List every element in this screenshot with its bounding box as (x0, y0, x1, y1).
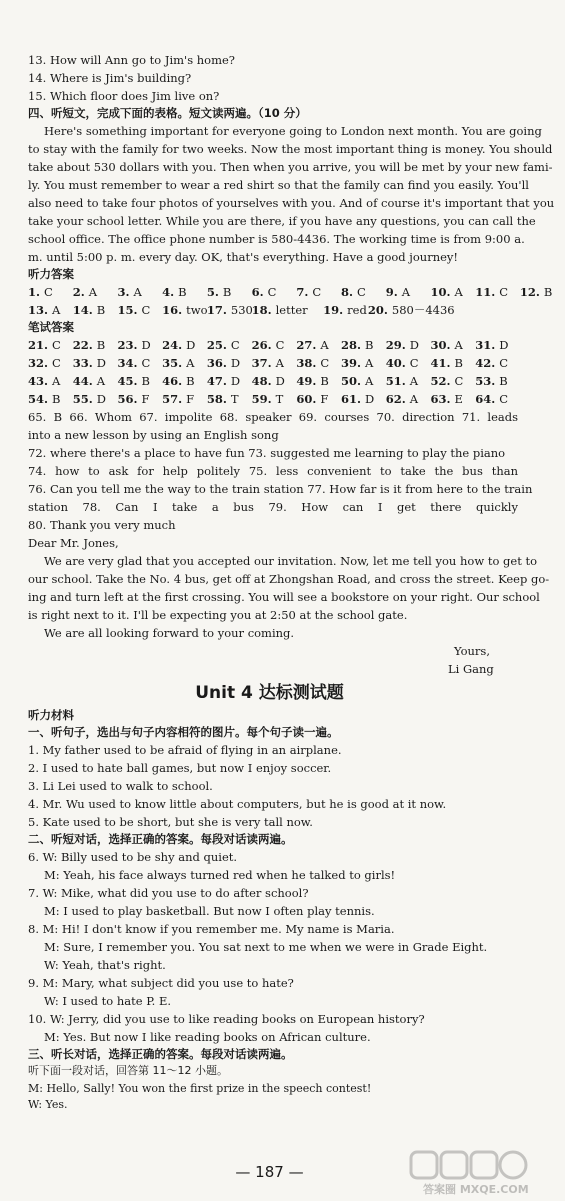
letter-yours: Yours, (454, 644, 490, 658)
letter-greeting: Dear Mr. Jones, (28, 536, 119, 550)
answer-item: 63. E (430, 392, 463, 406)
dialogue-line: 9. M: Mary, what subject did you use to hate? (28, 976, 294, 990)
letter-line: our school. Take the No. 4 bus, get off at Zhongshan Road, and cross the street. Keep go- (28, 572, 550, 586)
dialogue-line: M: I used to play basketball. But now I often play tennis. (44, 904, 375, 918)
answer-item: 51. A (385, 374, 419, 388)
sentence-item: 2. I used to hate ball games, but now I enjoy soccer. (28, 761, 332, 775)
section-2-heading: 二、听短对话，选择正确的答案。每段对话读两遍。 (28, 832, 293, 846)
dialogue-line: W: Yes. (28, 1098, 68, 1111)
answer-item: 62. A (385, 392, 419, 406)
answer-item: 21. C (28, 338, 61, 352)
section-1-heading: 一、听句子，选出与句子内容相符的图片。每个句子读一遍。 (28, 725, 339, 739)
answer-item: 25. C (206, 338, 240, 352)
sentence-item: 3. Li Lei used to walk to school. (28, 779, 213, 793)
answer-item: 54. B (28, 392, 61, 406)
answer-row (28, 391, 520, 408)
listening-answers-heading: 听力答案 (28, 267, 74, 281)
dialogue-line: M: Yes. But now I like reading books on African culture. (44, 1030, 371, 1044)
dialogue-line: 10. W: Jerry, did you use to like reading books on European history? (28, 1012, 425, 1026)
watermark-logo (409, 1148, 529, 1196)
answer-item: 18. letter (251, 303, 308, 317)
answer-item: 33. D (72, 356, 106, 370)
answer-item: 38. C (296, 356, 330, 370)
answer-item: 5. B (206, 285, 232, 299)
dialogue-line: 6. W: Billy used to be shy and quiet. (28, 850, 238, 864)
passage-line: take your school letter. While you are there, if you have any questions, you can call the (28, 214, 536, 228)
dialogue-line: M: Yeah, his face always turned red when he talked to girls! (44, 868, 396, 882)
passage-line: ly. You must remember to wear a red shirt so that the family can find you easily. You'll (28, 178, 529, 192)
letter-line: is right next to it. I'll be expecting you at 2:50 at the school gate. (28, 608, 408, 622)
answer-item: 52. C (430, 374, 464, 388)
section-3-heading: 三、听长对话，选择正确的答案。每段对话读两遍。 (28, 1047, 293, 1061)
answer-item: 32. C (28, 356, 61, 370)
answer-item: 10. A (430, 285, 463, 299)
letter-closing-line: We are all looking forward to your coming. (44, 626, 295, 640)
answer-item: 13. A (28, 303, 61, 317)
answer-row (28, 355, 520, 372)
question-15: 15. Which floor does Jim live on? (28, 89, 220, 103)
answer-item: 47. D (206, 374, 241, 388)
answer-item: 15. C (117, 303, 151, 317)
answer-item: 31. D (475, 338, 509, 352)
answer-row (28, 337, 520, 354)
answer-item: 28. B (341, 338, 374, 352)
answer-item: 46. B (162, 374, 195, 388)
answer-item: 2. A (72, 285, 98, 299)
svg-text:答案圈 MXQE.COM: 答案圈 MXQE.COM (423, 1183, 529, 1196)
answer-item: 27. A (296, 338, 329, 352)
answer-item: 36. D (206, 356, 241, 370)
answer-line: 74. how to ask for help politely 75. less convenient to take the bus than (28, 464, 518, 478)
page-number: — 187 — (235, 1163, 304, 1181)
answer-item: 53. B (475, 374, 508, 388)
answer-item: 43. A (28, 374, 61, 388)
answer-row (28, 373, 520, 390)
answer-item: 9. A (385, 285, 411, 299)
answer-item: 44. A (72, 374, 106, 388)
answer-line: 72. where there's a place to have fun 73. suggested me learning to play the piano (28, 446, 506, 460)
letter-line: We are very glad that you accepted our invitation. Now, let me tell you how to get to (44, 554, 538, 568)
answer-item: 26. C (251, 338, 285, 352)
passage-line: m. until 5:00 p. m. every day. OK, that's everything. Have a good journey! (28, 250, 459, 264)
passage-line: also need to take four photos of yourselves with you. And of course it's important that you (28, 196, 555, 210)
answer-item: 50. A (341, 374, 374, 388)
dialogue-line: W: I used to hate P. E. (44, 994, 171, 1008)
answer-item: 17. 530 (206, 303, 253, 317)
answer-item: 61. D (341, 392, 375, 406)
listening-material-heading: 听力材料 (28, 708, 74, 722)
sentence-item: 4. Mr. Wu used to know little about computers, but he is good at it now. (28, 797, 447, 811)
sentence-item: 1. My father used to be afraid of flying in an airplane. (28, 743, 342, 757)
written-answers-heading: 笔试答案 (28, 320, 74, 334)
answer-item: 56. F (117, 392, 150, 406)
answer-item: 7. C (296, 285, 322, 299)
answer-item: 42. C (475, 356, 509, 370)
answer-item: 37. A (251, 356, 284, 370)
answer-line: into a new lesson by using an English song (28, 428, 279, 442)
answer-row (28, 302, 520, 319)
answer-line: station 78. Can I take a bus 79. How can I get there quickly (28, 500, 518, 514)
answer-item: 59. T (251, 392, 284, 406)
answer-line: 80. Thank you very much (28, 518, 176, 532)
dialogue-line: M: Sure, I remember you. You sat next to me when we were in Grade Eight. (44, 940, 488, 954)
answer-item: 6. C (251, 285, 277, 299)
dialogue-line: M: Hello, Sally! You won the first prize in the speech contest! (28, 1082, 372, 1095)
answer-item: 45. B (117, 374, 150, 388)
answer-item: 11. C (475, 285, 509, 299)
answer-item: 30. A (430, 338, 463, 352)
passage-line: take about 530 dollars with you. Then when you arrive, you will be met by your new fami- (28, 160, 553, 174)
answer-item: 1. C (28, 285, 53, 299)
dialogue-line: 7. W: Mike, what did you use to do after school? (28, 886, 309, 900)
sentence-item: 5. Kate used to be short, but she is very tall now. (28, 815, 313, 829)
answer-item: 3. A (117, 285, 142, 299)
answer-item: 40. C (385, 356, 419, 370)
passage-line: to stay with the family for two weeks. Now the most important thing is money. You should (28, 142, 553, 156)
letter-signature: Li Gang (448, 662, 494, 676)
answer-item: 22. B (72, 338, 106, 352)
answer-item: 14. B (72, 303, 106, 317)
answer-item: 29. D (385, 338, 419, 352)
unit-title: Unit 4 达标测试题 (195, 683, 344, 703)
answer-item: 23. D (117, 338, 151, 352)
answer-row (28, 284, 553, 301)
question-14: 14. Where is Jim's building? (28, 71, 192, 85)
answer-item: 34. C (117, 356, 151, 370)
answer-item: 19. red (323, 303, 367, 317)
answer-item: 35. A (162, 356, 195, 370)
answer-line: 65. B 66. Whom 67. impolite 68. speaker 69. courses 70. direction 71. leads (28, 410, 518, 424)
answer-item: 64. C (475, 392, 509, 406)
answer-item: 8. C (341, 285, 366, 299)
answer-item: 4. B (162, 285, 187, 299)
dialogue-line: W: Yeah, that's right. (44, 958, 166, 972)
letter-line: ing and turn left at the first crossing. You will see a bookstore on your right. Our school (28, 590, 540, 604)
answer-item: 55. D (72, 392, 106, 406)
dialogue-intro: 听下面一段对话，回答第 11～12 小题。 (28, 1064, 228, 1077)
answer-item: 57. F (162, 392, 195, 406)
passage-line: school office. The office phone number is 580-4436. The working time is from 9:00 a. (28, 232, 525, 246)
answer-item: 16. two (162, 303, 208, 317)
answer-item: 49. B (296, 374, 329, 388)
dialogue-line: 8. M: Hi! I don't know if you remember me. My name is Maria. (28, 922, 395, 936)
question-13: 13. How will Ann go to Jim's home? (28, 53, 235, 67)
section-4-heading: 四、听短文，完成下面的表格。短文读两遍。（10 分） (28, 106, 307, 120)
answer-item: 60. F (296, 392, 329, 406)
passage-line: Here's something important for everyone going to London next month. You are going (44, 124, 542, 138)
answer-item: 24. D (162, 338, 196, 352)
answer-item: 58. T (206, 392, 239, 406)
answer-item: 20. 580－4436 (367, 303, 455, 317)
answer-item: 41. B (430, 356, 463, 370)
answer-line: 76. Can you tell me the way to the train station 77. How far is it from here to the train (28, 482, 533, 496)
answer-item: 12. B (519, 285, 553, 299)
answer-item: 48. D (251, 374, 285, 388)
answer-item: 39. A (341, 356, 374, 370)
